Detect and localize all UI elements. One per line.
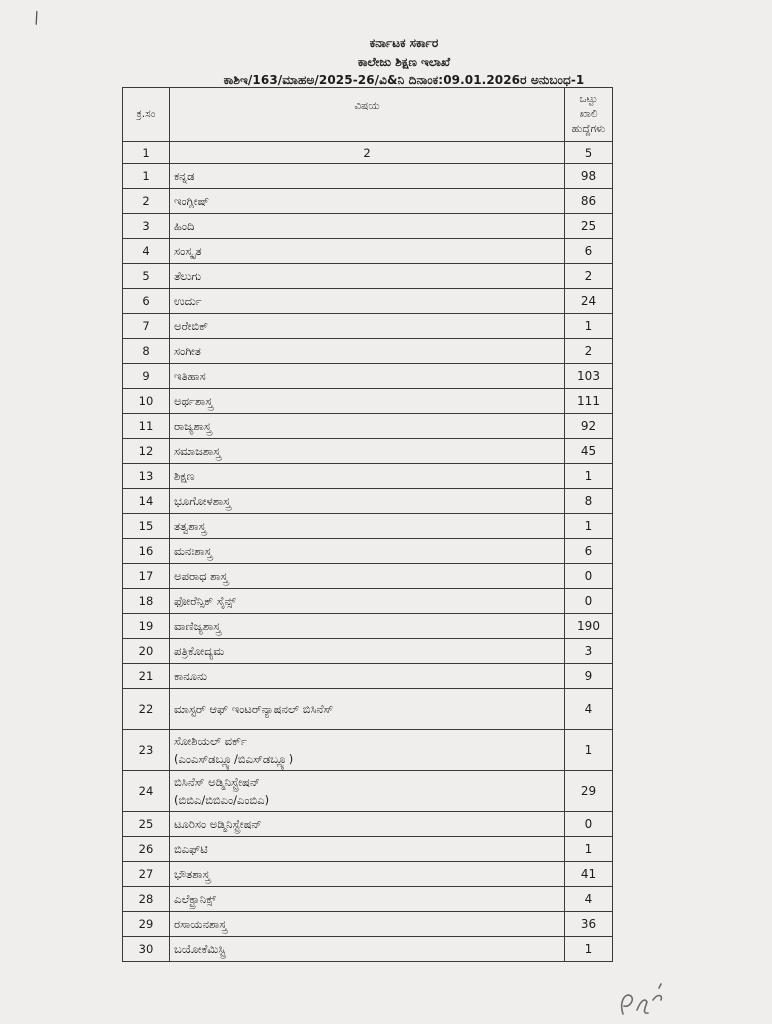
vacancy-count-cell: 1 — [565, 937, 613, 962]
subject-cell — [170, 389, 565, 414]
serial-number-cell: 2 — [123, 189, 170, 214]
table-row — [123, 837, 613, 862]
table-row — [123, 862, 613, 887]
serial-number-cell: 28 — [123, 887, 170, 912]
table-row — [123, 812, 613, 837]
serial-number-cell: 17 — [123, 564, 170, 589]
table-row — [123, 164, 613, 189]
subject-name: ಹಿಂದಿ — [174, 218, 195, 233]
subject-cell — [170, 862, 565, 887]
serial-number-cell: 30 — [123, 937, 170, 962]
subject-cell — [170, 164, 565, 189]
subject-name: ಫೋರೆನ್ಸಿಕ್ ಸೈನ್ಸ್ — [174, 593, 236, 608]
vacancy-count-cell: 24 — [565, 289, 613, 314]
table-row — [123, 389, 613, 414]
table-row — [123, 912, 613, 937]
subject-cell — [170, 239, 565, 264]
subject-name: ಅರೇಬಿಕ್ — [174, 318, 209, 333]
subject-name: ಸಂಗೀತ — [174, 343, 201, 358]
subject-cell — [170, 489, 565, 514]
table-row — [123, 189, 613, 214]
column-index-row — [123, 142, 613, 164]
vacancy-count-cell: 2 — [565, 264, 613, 289]
subject-name: ಅಪರಾಧ ಶಾಸ್ತ್ರ — [174, 568, 228, 583]
subject-cell — [170, 689, 565, 730]
vacancy-count-cell: 92 — [565, 414, 613, 439]
subject-cell — [170, 771, 565, 812]
vacancy-count-cell: 1 — [565, 514, 613, 539]
subject-cell — [170, 812, 565, 837]
subject-name: ತತ್ವಶಾಸ್ತ್ರ — [174, 518, 207, 533]
table-row — [123, 214, 613, 239]
vacancy-count-cell: 0 — [565, 812, 613, 837]
subject-name: ಕಾನೂನು — [174, 668, 208, 683]
serial-number-cell: 16 — [123, 539, 170, 564]
subject-name: ಶಿಕ್ಷಣ — [174, 468, 195, 483]
subject-name: ಸಂಸ್ಕೃತ — [174, 243, 202, 258]
vacancy-count-cell: 29 — [565, 771, 613, 812]
subject-cell — [170, 837, 565, 862]
vacancy-count-cell: 0 — [565, 564, 613, 589]
table-row — [123, 464, 613, 489]
subject-name: ಪತ್ರಿಕೋದ್ಯಮ — [174, 643, 225, 658]
serial-number-cell: 11 — [123, 414, 170, 439]
serial-number-cell: 3 — [123, 214, 170, 239]
table-row — [123, 564, 613, 589]
vacancy-count-cell: 1 — [565, 837, 613, 862]
serial-number-cell: 5 — [123, 264, 170, 289]
subject-cell — [170, 589, 565, 614]
serial-number-cell: 27 — [123, 862, 170, 887]
vacancy-count-cell: 9 — [565, 664, 613, 689]
table-row — [123, 364, 613, 389]
serial-number-cell: 22 — [123, 689, 170, 730]
subject-name: ಭೂಗೋಳಶಾಸ್ತ್ರ — [174, 493, 231, 508]
department-title: ಕಾಲೇಜು ಶಿಕ್ಷಣ ಇಲಾಖೆ — [357, 55, 451, 69]
reference-line: ಕಾಶಿಇ/163/ಮಾಹಅ/2025-26/ವಿ&ನಿ ದಿನಾಂಕ:09.01.2026ರ ಅನುಬಂಧ-1 — [223, 73, 585, 87]
subject-name: ಇತಿಹಾಸ — [174, 368, 206, 383]
table-row — [123, 664, 613, 689]
subject-cell — [170, 464, 565, 489]
serial-number-cell: 14 — [123, 489, 170, 514]
vacancy-count-cell: 98 — [565, 164, 613, 189]
subject-name: ರಸಾಯನಶಾಸ್ತ್ರ — [174, 916, 227, 931]
vacancy-count-cell: 190 — [565, 614, 613, 639]
government-title: ಕರ್ನಾಟಕ ಸರ್ಕಾರ — [369, 36, 439, 50]
table-row — [123, 289, 613, 314]
vacancy-count-cell: 1 — [565, 464, 613, 489]
subject-name: ಭೌತಶಾಸ್ತ್ರ — [174, 866, 211, 881]
subject-cell — [170, 887, 565, 912]
serial-number-cell: 23 — [123, 730, 170, 771]
vacancy-count-cell: 4 — [565, 887, 613, 912]
serial-number-cell: 24 — [123, 771, 170, 812]
subject-name: ಟೂರಿಸಂ ಅಡ್ಮಿನಿಸ್ಟ್ರೇಷನ್ — [174, 816, 262, 831]
serial-number-cell: 9 — [123, 364, 170, 389]
serial-number-cell: 1 — [123, 164, 170, 189]
vacancy-count-cell: 111 — [565, 389, 613, 414]
vacancy-count-cell: 6 — [565, 239, 613, 264]
subject-cell — [170, 314, 565, 339]
subject-cell — [170, 339, 565, 364]
subject-name: ತೆಲುಗು — [174, 268, 202, 283]
vacancy-count-cell: 41 — [565, 862, 613, 887]
table-row — [123, 439, 613, 464]
serial-number-cell: 26 — [123, 837, 170, 862]
vacancy-count-cell: 8 — [565, 489, 613, 514]
serial-number-cell: 18 — [123, 589, 170, 614]
subject-name: ಸಮಾಜಶಾಸ್ತ್ರ — [174, 443, 221, 458]
subject-cell — [170, 539, 565, 564]
vacancy-count-cell: 6 — [565, 539, 613, 564]
subject-cell — [170, 614, 565, 639]
vacancy-count-cell: 45 — [565, 439, 613, 464]
subject-name: ಬಿಎಫ್‌ಟಿ — [174, 841, 208, 856]
subject-detail: (ಎಂಎಸ್‌ಡಬ್ಲ್ಯೂ/ಬಿಎಸ್‌ಡಬ್ಲ್ಯೂ) — [174, 751, 294, 766]
stray-pen-mark: \ — [30, 7, 43, 28]
subject-cell — [170, 264, 565, 289]
vacancy-count-cell: 4 — [565, 689, 613, 730]
serial-number-cell: 6 — [123, 289, 170, 314]
column-index-cell: 2 — [170, 142, 565, 164]
serial-number-cell: 7 — [123, 314, 170, 339]
vacancy-count-cell: 2 — [565, 339, 613, 364]
column-header-serial: ಕ್ರ.ಸಂ — [123, 88, 170, 142]
serial-number-cell: 21 — [123, 664, 170, 689]
serial-number-cell: 29 — [123, 912, 170, 937]
handwritten-initials — [615, 980, 685, 1020]
column-header-vacancies: ಒಟ್ಟು ಖಾಲಿ ಹುದ್ದೆಗಳು — [565, 88, 613, 142]
subject-name: ರಾಜ್ಯಶಾಸ್ತ್ರ — [174, 418, 212, 433]
table-row — [123, 730, 613, 771]
table-row — [123, 689, 613, 730]
subject-name: ಸೋಶಿಯಲ್ ವರ್ಕ್ — [174, 733, 247, 748]
serial-number-cell: 10 — [123, 389, 170, 414]
column-header-subject: ವಿಷಯ — [170, 88, 565, 142]
vacancy-count-cell: 1 — [565, 730, 613, 771]
table-row — [123, 414, 613, 439]
subject-name: ಮಾಸ್ಟರ್ ಆಫ್ ಇಂಟರ್‌ನ್ಯಾಷನಲ್ ಬಿಸಿನೆಸ್ — [174, 701, 334, 716]
column-index-cell: 5 — [565, 142, 613, 164]
subject-cell — [170, 289, 565, 314]
subject-name: ಮನಃಶಾಸ್ತ್ರ — [174, 543, 212, 558]
subject-name: ಎಲೆಕ್ಟ್ರಾನಿಕ್ಸ್ — [174, 891, 217, 906]
vacancy-table — [122, 87, 613, 962]
subject-cell — [170, 664, 565, 689]
subject-name: ಅರ್ಥಶಾಸ್ತ್ರ — [174, 393, 213, 408]
subject-cell — [170, 514, 565, 539]
subject-name: ಬಯೋಕೆಮಿಸ್ಟ್ರಿ — [174, 941, 226, 956]
subject-cell — [170, 564, 565, 589]
table-row — [123, 639, 613, 664]
subject-cell — [170, 189, 565, 214]
subject-name: ಇಂಗ್ಲೀಷ್ — [174, 193, 210, 208]
table-row — [123, 239, 613, 264]
table-row — [123, 514, 613, 539]
subject-cell — [170, 439, 565, 464]
subject-cell — [170, 912, 565, 937]
serial-number-cell: 13 — [123, 464, 170, 489]
subject-name: ಬಿಸಿನೆಸ್ ಅಡ್ಮಿನಿಸ್ಟ್ರೇಷನ್ — [174, 774, 260, 789]
table-row — [123, 887, 613, 912]
serial-number-cell: 15 — [123, 514, 170, 539]
subject-cell — [170, 214, 565, 239]
subject-detail: (ಬಿಬಿಎ/ಬಿಬಿಎಂ/ಎಂಬಿಎ) — [174, 792, 270, 807]
serial-number-cell: 4 — [123, 239, 170, 264]
vacancy-count-cell: 0 — [565, 589, 613, 614]
subject-name: ಕನ್ನಡ — [174, 168, 195, 183]
vacancy-count-cell: 86 — [565, 189, 613, 214]
serial-number-cell: 25 — [123, 812, 170, 837]
table-row — [123, 771, 613, 812]
table-header-row — [123, 88, 613, 142]
serial-number-cell: 8 — [123, 339, 170, 364]
subject-cell — [170, 730, 565, 771]
vacancy-count-cell: 1 — [565, 314, 613, 339]
subject-cell — [170, 937, 565, 962]
table-row — [123, 937, 613, 962]
subject-cell — [170, 364, 565, 389]
subject-name: ವಾಣಿಜ್ಯಶಾಸ್ತ್ರ — [174, 618, 221, 633]
vacancy-count-cell: 103 — [565, 364, 613, 389]
table-row — [123, 314, 613, 339]
serial-number-cell: 19 — [123, 614, 170, 639]
table-row — [123, 264, 613, 289]
vacancy-count-cell: 3 — [565, 639, 613, 664]
subject-cell — [170, 639, 565, 664]
table-row — [123, 539, 613, 564]
subject-name: ಉರ್ದು — [174, 293, 202, 308]
serial-number-cell: 12 — [123, 439, 170, 464]
table-row — [123, 489, 613, 514]
subject-cell — [170, 414, 565, 439]
column-index-cell: 1 — [123, 142, 170, 164]
vacancy-count-cell: 36 — [565, 912, 613, 937]
table-row — [123, 339, 613, 364]
table-row — [123, 614, 613, 639]
table-row — [123, 589, 613, 614]
serial-number-cell: 20 — [123, 639, 170, 664]
vacancy-count-cell: 25 — [565, 214, 613, 239]
